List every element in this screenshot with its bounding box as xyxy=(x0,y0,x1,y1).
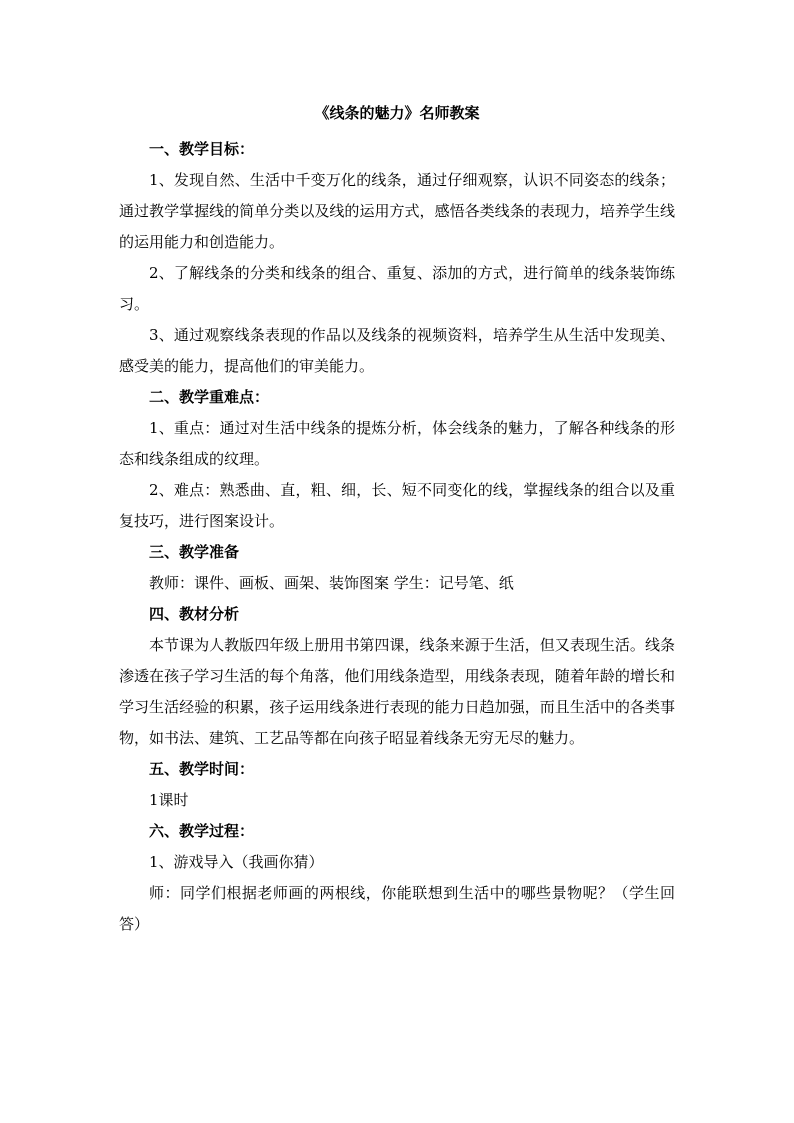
section-heading-preparation: 三、教学准备 xyxy=(149,543,240,561)
section-heading-analysis: 四、教材分析 xyxy=(149,605,240,623)
section-heading-objectives: 一、教学目标： xyxy=(149,140,255,158)
section-heading-key-points: 二、教学重难点： xyxy=(149,388,270,406)
process-paragraph-1: 1、游戏导入（我画你猜） xyxy=(149,853,324,871)
time-paragraph-1: 1课时 xyxy=(149,791,189,809)
analysis-paragraph-1: 本节课为人教版四年级上册用书第四课，线条来源于生活，但又表现生活。线条渗透在孩子学习生活的每个角落，他们用线条造型，用线条表现，随着年龄的增长和学习生活经验的积累，孩子运用线条进行表现的能力日趋加强，而且生活中的各类事物，如书法、建筑、工艺品等都在向孩子昭显着线条无穷无尽的魅力。 xyxy=(119,636,675,747)
process-paragraph-2: 师：同学们根据老师画的两根线，你能联想到生活中的哪些景物呢？（学生回答） xyxy=(119,884,675,933)
section-heading-process: 六、教学过程： xyxy=(149,822,255,840)
section-heading-time: 五、教学时间： xyxy=(149,760,255,778)
key-points-paragraph-1: 1、重点：通过对生活中线条的提炼分析，体会线条的魅力，了解各种线条的形态和线条组成的纹理。 xyxy=(119,419,675,468)
objectives-paragraph-1: 1、发现自然、生活中千变万化的线条，通过仔细观察，认识不同姿态的线条；通过教学掌握线的简单分类以及线的运用方式，感悟各类线条的表现力，培养学生线的运用能力和创造能力。 xyxy=(119,171,675,251)
objectives-paragraph-3: 3、通过观察线条表现的作品以及线条的视频资料，培养学生从生活中发现美、感受美的能力，提高他们的审美能力。 xyxy=(119,326,675,375)
document-title: 《线条的魅力》名师教案 xyxy=(314,104,480,122)
objectives-paragraph-2: 2、了解线条的分类和线条的组合、重复、添加的方式，进行简单的线条装饰练习。 xyxy=(119,264,675,313)
preparation-paragraph-1: 教师：课件、画板、画架、装饰图案 学生：记号笔、纸 xyxy=(149,574,514,592)
key-points-paragraph-2: 2、难点：熟悉曲、直，粗、细，长、短不同变化的线，掌握线条的组合以及重复技巧，进行图案设计。 xyxy=(119,481,675,530)
document-page xyxy=(119,98,675,940)
